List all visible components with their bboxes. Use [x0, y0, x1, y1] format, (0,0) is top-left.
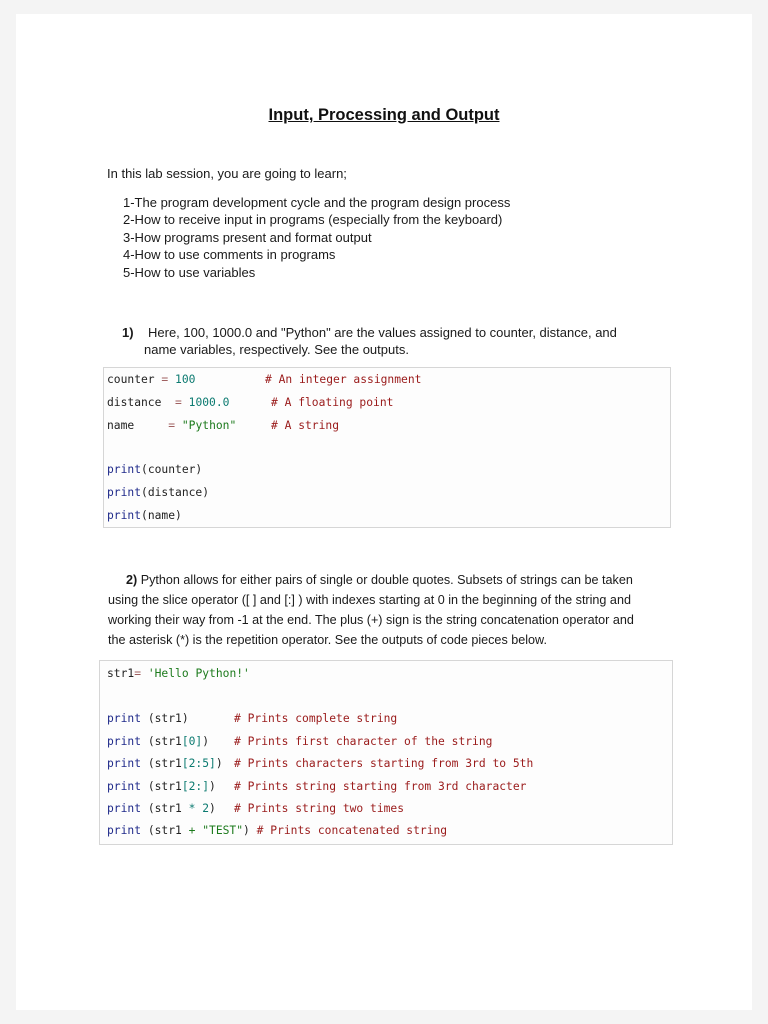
code-line — [107, 757, 223, 770]
section-text-line: the asterisk (*) is the repetition operator. See the outputs of code pieces below. — [108, 633, 547, 647]
list-item: 1-The program development cycle and the program design process — [123, 195, 511, 210]
call-args: (str1 — [141, 824, 189, 837]
keyword: print — [107, 824, 142, 837]
operator: = — [161, 373, 169, 386]
section-2-description — [108, 570, 664, 650]
call-args: (counter) — [141, 463, 203, 476]
section-number: 2) — [126, 573, 138, 587]
index-expression: [2:5] — [181, 757, 216, 770]
section-1-description — [122, 324, 662, 358]
section-text-line: working their way from -1 at the end. The plus (+) sign is the string concatenation operator and — [108, 613, 634, 627]
keyword: print — [107, 486, 142, 499]
section-number: 1) — [122, 325, 134, 340]
list-item: 5-How to use variables — [123, 264, 256, 280]
call-close: ) — [215, 757, 223, 770]
call-args: (str1 — [141, 735, 182, 748]
keyword: print — [107, 509, 142, 522]
call-args: (str1 — [141, 802, 189, 815]
keyword: print — [107, 463, 142, 476]
call-close: ) — [209, 780, 216, 793]
code-line — [107, 396, 229, 409]
keyword: print — [107, 780, 142, 793]
call-args: (str1 — [141, 780, 182, 793]
index-expression: [0] — [181, 735, 203, 748]
list-item: 2-How to receive input in programs (especially from the keyboard) — [123, 212, 503, 228]
variable-name: counter — [107, 373, 155, 386]
list-item: 3-How programs present and format output — [123, 229, 372, 245]
code-comment: # An integer assignment — [265, 373, 422, 386]
section-text-line: Here, 100, 1000.0 and "Python" are the values assigned to counter, distance, and — [148, 325, 617, 340]
code-line — [107, 463, 202, 476]
code-block-strings — [99, 660, 673, 845]
code-line — [107, 824, 447, 837]
code-comment: # Prints characters starting from 3rd to 5th — [234, 757, 534, 770]
index-expression: * 2 — [188, 802, 210, 815]
operator: = — [134, 667, 142, 680]
call-args: (distance) — [141, 486, 210, 499]
list-item: 4-How to use comments in programs — [123, 247, 336, 263]
number-literal: 100 — [175, 373, 196, 386]
intro-text: In this lab session, you are going to learn; — [107, 166, 347, 181]
call-close: ) — [202, 735, 210, 748]
call-args: (str1 — [141, 712, 182, 725]
section-text-line: name variables, respectively. See the outputs. — [144, 342, 409, 357]
string-literal: 'Hello Python!' — [141, 667, 250, 680]
call-close: ) — [209, 802, 216, 815]
concat-expression: + "TEST" — [188, 824, 244, 837]
operator: = — [175, 396, 182, 409]
section-text-line: using the slice operator ([ ] and [:] ) with indexes starting at 0 in the beginning of the string and — [108, 593, 631, 607]
code-line — [107, 780, 216, 793]
code-comment: # Prints concatenated string — [256, 824, 448, 837]
code-line — [107, 712, 189, 725]
call-args: (str1 — [141, 757, 182, 770]
number-literal: 1000.0 — [188, 396, 230, 409]
variable-name: name — [107, 419, 135, 432]
code-block-variables — [103, 367, 671, 528]
code-line — [107, 419, 236, 432]
code-line — [107, 509, 182, 522]
section-text-line: Python allows for either pairs of single or double quotes. Subsets of strings can be taken — [137, 573, 633, 587]
keyword: print — [107, 735, 142, 748]
call-close: ) — [181, 712, 189, 725]
variable-name: distance — [107, 396, 162, 409]
code-line — [107, 667, 250, 680]
call-args: (name) — [141, 509, 182, 522]
operator: = — [168, 419, 176, 432]
keyword: print — [107, 712, 142, 725]
code-comment: # A floating point — [271, 396, 394, 409]
keyword: print — [107, 802, 142, 815]
code-line — [107, 373, 195, 386]
call-close: ) — [243, 824, 250, 837]
index-expression: [2:] — [181, 780, 210, 793]
variable-name: str1 — [107, 667, 135, 680]
code-comment: # Prints first character of the string — [234, 735, 493, 748]
code-line — [107, 486, 209, 499]
code-comment: # A string — [271, 419, 340, 432]
keyword: print — [107, 757, 142, 770]
code-comment: # Prints string two times — [234, 802, 405, 815]
code-comment: # Prints string starting from 3rd character — [234, 780, 527, 793]
page-title: Input, Processing and Output — [268, 106, 500, 124]
learning-goals-list — [123, 194, 510, 281]
code-comment: # Prints complete string — [234, 712, 398, 725]
string-literal: "Python" — [181, 419, 237, 432]
code-line — [107, 735, 209, 748]
code-line — [107, 802, 216, 815]
